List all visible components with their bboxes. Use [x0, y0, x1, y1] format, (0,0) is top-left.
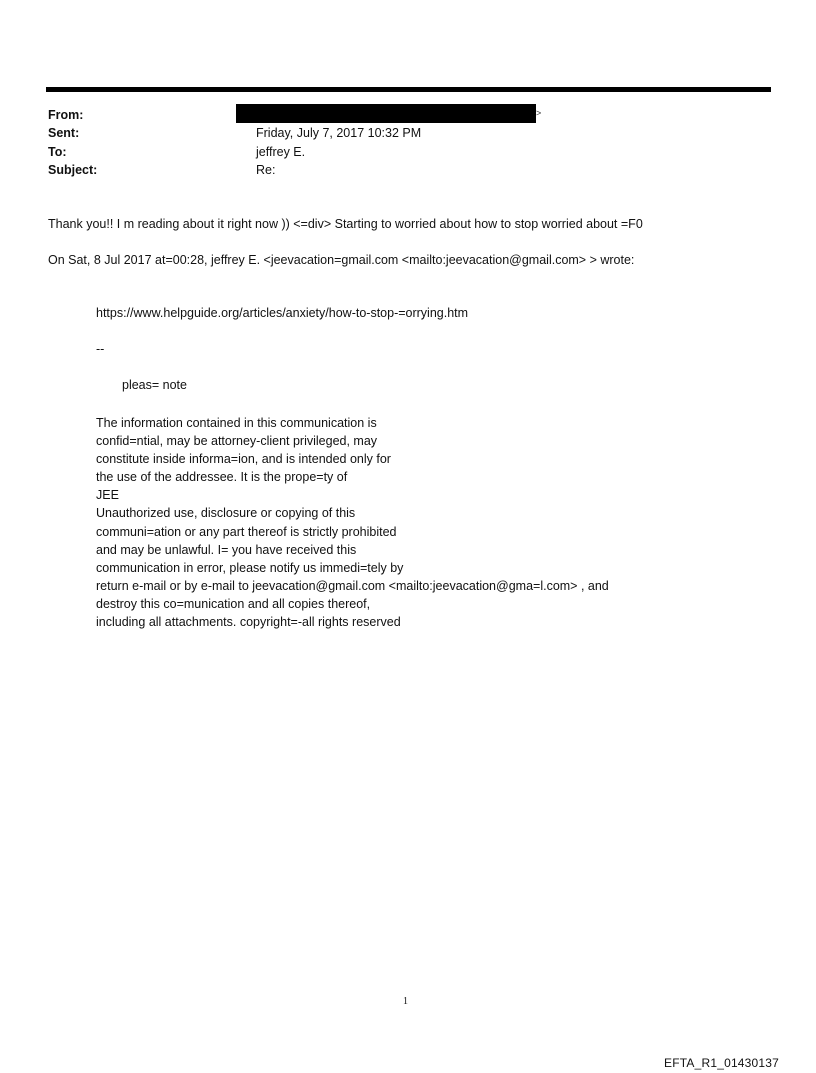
- subject-value: Re:: [256, 163, 276, 177]
- disclaimer-line: constitute inside informa=ion, and is intended only for: [96, 452, 391, 467]
- disclaimer-line: confid=ntial, may be attorney-client privileged, may: [96, 434, 378, 449]
- disclaimer-line: destroy this co=munication and all copies thereof,: [96, 596, 371, 611]
- disclaimer-line: The information contained in this communication is: [96, 416, 377, 430]
- message-body-line: Thank you!! I m reading about it right now )) <=div> Starting to worried about how to stop worried about =F0: [48, 217, 643, 231]
- disclaimer-line: and may be unlawful. I= you have received this: [96, 542, 357, 557]
- page-number: 1: [403, 996, 408, 1007]
- redacted-sender: [236, 104, 536, 123]
- disclaimer-line: JEE: [96, 488, 119, 503]
- helpguide-link[interactable]: https://www.helpguide.org/articles/anxiety/how-to-stop-=orrying.htm: [96, 306, 469, 320]
- disclaimer-line: communi=ation or any part thereof is strictly prohibited: [96, 524, 397, 539]
- confidentiality-disclaimer: [96, 414, 609, 631]
- disclaimer-line: communication in error, please notify us immedi=tely by: [96, 560, 404, 575]
- disclaimer-line: return e-mail or by e-mail to jeevacation@gmail.com <mailto:jeevacation@gma=l.com> , and: [96, 578, 609, 593]
- to-label: To:: [48, 145, 67, 159]
- from-label: From:: [48, 108, 84, 122]
- sent-label: Sent:: [48, 126, 80, 140]
- to-value: jeffrey E.: [256, 145, 306, 159]
- from-trailing-bracket: >: [536, 108, 542, 118]
- sent-value: Friday, July 7, 2017 10:32 PM: [256, 126, 422, 140]
- subject-label: Subject:: [48, 163, 98, 177]
- disclaimer-line: including all attachments. copyright=-all rights reserved: [96, 615, 401, 630]
- note-heading: pleas= note: [122, 378, 187, 392]
- signature-separator: --: [96, 342, 105, 356]
- document-id-stamp: EFTA_R1_01430137: [664, 1056, 780, 1070]
- disclaimer-line: the use of the addressee. It is the prope=ty of: [96, 470, 348, 485]
- quoted-message-intro: On Sat, 8 Jul 2017 at=00:28, jeffrey E. <jeevacation=gmail.com <mailto:jeevacation@gmail.com> > wrote:: [48, 253, 635, 267]
- header-rule: [46, 87, 771, 92]
- disclaimer-line: Unauthorized use, disclosure or copying of this: [96, 506, 356, 521]
